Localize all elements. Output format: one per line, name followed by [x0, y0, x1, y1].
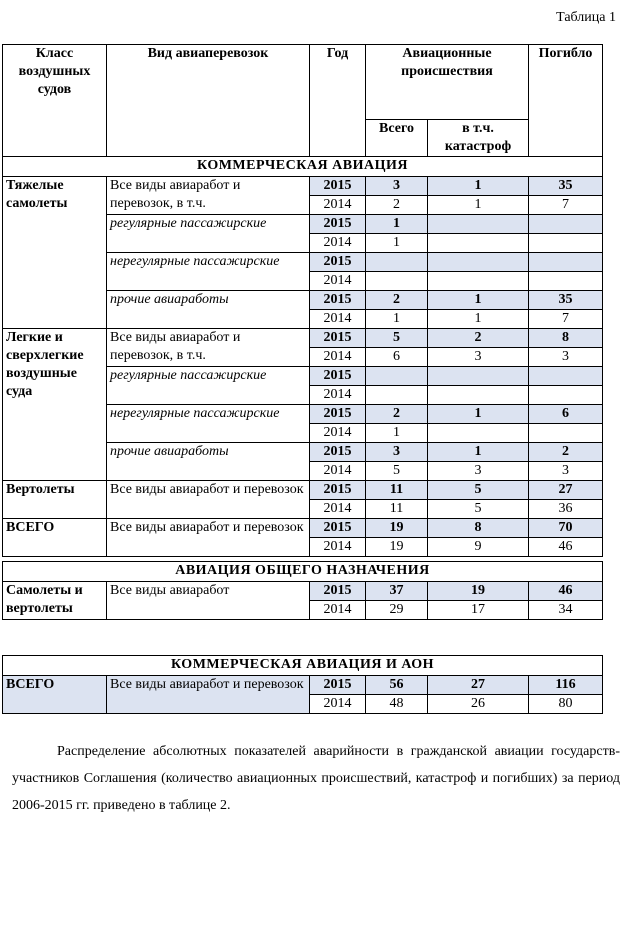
- year-cell: 2015: [310, 676, 366, 695]
- section-title-commercial: КОММЕРЧЕСКАЯ АВИАЦИЯ: [3, 157, 603, 177]
- deaths-cell: 80: [529, 695, 603, 714]
- catastrophes-cell: 1: [428, 310, 529, 329]
- year-cell: 2014: [310, 310, 366, 329]
- catastrophes-cell: [428, 367, 529, 386]
- deaths-cell: 6: [529, 405, 603, 424]
- deaths-cell: [529, 367, 603, 386]
- catastrophes-cell: 8: [428, 519, 529, 538]
- operation-kind-cell: Все виды авиаработ и перевозок: [107, 676, 310, 714]
- deaths-cell: 35: [529, 291, 603, 310]
- year-cell: 2015: [310, 177, 366, 196]
- header-kind: Вид авиаперевозок: [107, 45, 310, 157]
- header-total: Всего: [366, 120, 428, 157]
- total-cell: 37: [366, 582, 428, 601]
- operation-kind-cell: Все виды авиаработ и перевозок, в т.ч.: [107, 329, 310, 367]
- table-row: [3, 481, 603, 500]
- deaths-cell: [529, 234, 603, 253]
- total-cell: 56: [366, 676, 428, 695]
- total-cell: 2: [366, 291, 428, 310]
- total-cell: [366, 272, 428, 291]
- catastrophes-cell: 1: [428, 177, 529, 196]
- catastrophes-cell: 1: [428, 291, 529, 310]
- deaths-cell: 35: [529, 177, 603, 196]
- total-cell: 19: [366, 519, 428, 538]
- catastrophes-cell: 19: [428, 582, 529, 601]
- table-row: [3, 676, 603, 695]
- total-cell: 48: [366, 695, 428, 714]
- year-cell: 2014: [310, 272, 366, 291]
- operation-kind-cell: Все виды авиаработ и перевозок: [107, 519, 310, 557]
- total-cell: 3: [366, 177, 428, 196]
- header-incidents: Авиационные происшествия: [366, 45, 529, 120]
- operation-kind-cell: нерегулярные пассажирские: [107, 253, 310, 291]
- total-cell: 6: [366, 348, 428, 367]
- year-cell: 2014: [310, 348, 366, 367]
- total-cell: [366, 386, 428, 405]
- total-cell: 29: [366, 601, 428, 620]
- deaths-cell: 7: [529, 196, 603, 215]
- deaths-cell: 7: [529, 310, 603, 329]
- aircraft-class-cell: Самолеты и вертолеты: [3, 582, 107, 620]
- catastrophes-cell: 9: [428, 538, 529, 557]
- aircraft-class-cell: Тяжелые самолеты: [3, 177, 107, 329]
- header-class: Класс воздушных судов: [3, 45, 107, 157]
- catastrophes-cell: 1: [428, 443, 529, 462]
- section-row: [3, 157, 603, 177]
- catastrophes-cell: 1: [428, 405, 529, 424]
- catastrophes-cell: 17: [428, 601, 529, 620]
- year-cell: 2015: [310, 329, 366, 348]
- total-cell: 2: [366, 196, 428, 215]
- aircraft-class-cell: Вертолеты: [3, 481, 107, 519]
- deaths-cell: 116: [529, 676, 603, 695]
- year-cell: 2015: [310, 291, 366, 310]
- year-cell: 2014: [310, 695, 366, 714]
- year-cell: 2014: [310, 500, 366, 519]
- catastrophes-cell: [428, 386, 529, 405]
- total-cell: [366, 367, 428, 386]
- total-cell: 1: [366, 234, 428, 253]
- year-cell: 2015: [310, 443, 366, 462]
- operation-kind-cell: нерегулярные пассажирские: [107, 405, 310, 443]
- deaths-cell: 46: [529, 582, 603, 601]
- operation-kind-cell: регулярные пассажирские: [107, 367, 310, 405]
- deaths-cell: 3: [529, 462, 603, 481]
- total-cell: 1: [366, 424, 428, 443]
- section-title-general-aviation: АВИАЦИЯ ОБЩЕГО НАЗНАЧЕНИЯ: [3, 562, 603, 582]
- catastrophes-cell: 5: [428, 500, 529, 519]
- section-title-combined: КОММЕРЧЕСКАЯ АВИАЦИЯ И АОН: [3, 656, 603, 676]
- total-cell: 19: [366, 538, 428, 557]
- year-cell: 2014: [310, 386, 366, 405]
- catastrophes-cell: [428, 215, 529, 234]
- section-row: [3, 562, 603, 582]
- deaths-cell: 8: [529, 329, 603, 348]
- total-cell: [366, 253, 428, 272]
- year-cell: 2015: [310, 481, 366, 500]
- summary-paragraph: Распределение абсолютных показателей аварийности в гражданской авиации государств-участников Соглашения (количество авиационных происшествий, катастроф и погибших) за период 2006-2015 гг. приведено в таблице 2.: [12, 744, 620, 813]
- catastrophes-cell: 5: [428, 481, 529, 500]
- section-row: [3, 656, 603, 676]
- deaths-cell: 36: [529, 500, 603, 519]
- deaths-cell: 46: [529, 538, 603, 557]
- accident-table-general-aviation: [2, 561, 603, 620]
- deaths-cell: 34: [529, 601, 603, 620]
- year-cell: 2015: [310, 519, 366, 538]
- total-cell: 1: [366, 310, 428, 329]
- deaths-cell: 2: [529, 443, 603, 462]
- total-cell: 5: [366, 462, 428, 481]
- year-cell: 2014: [310, 601, 366, 620]
- catastrophes-cell: [428, 272, 529, 291]
- total-cell: 5: [366, 329, 428, 348]
- catastrophes-cell: 3: [428, 348, 529, 367]
- aircraft-class-cell: ВСЕГО: [3, 519, 107, 557]
- aircraft-class-cell: Легкие и сверхлегкие воздушные суда: [3, 329, 107, 481]
- operation-kind-cell: регулярные пассажирские: [107, 215, 310, 253]
- deaths-cell: 3: [529, 348, 603, 367]
- deaths-cell: [529, 253, 603, 272]
- deaths-cell: [529, 215, 603, 234]
- year-cell: 2014: [310, 234, 366, 253]
- total-cell: 1: [366, 215, 428, 234]
- table-caption: Таблица 1: [556, 10, 616, 25]
- year-cell: 2014: [310, 196, 366, 215]
- year-cell: 2015: [310, 582, 366, 601]
- operation-kind-cell: прочие авиаработы: [107, 443, 310, 481]
- year-cell: 2014: [310, 538, 366, 557]
- deaths-cell: 27: [529, 481, 603, 500]
- year-cell: 2015: [310, 405, 366, 424]
- aircraft-class-cell: ВСЕГО: [3, 676, 107, 714]
- total-cell: 11: [366, 481, 428, 500]
- table-row: [3, 177, 603, 196]
- catastrophes-cell: 1: [428, 196, 529, 215]
- catastrophes-cell: [428, 234, 529, 253]
- deaths-cell: 70: [529, 519, 603, 538]
- table-row: [3, 582, 603, 601]
- deaths-cell: [529, 386, 603, 405]
- catastrophes-cell: [428, 253, 529, 272]
- deaths-cell: [529, 424, 603, 443]
- operation-kind-cell: Все виды авиаработ и перевозок, в т.ч.: [107, 177, 310, 215]
- year-cell: 2014: [310, 424, 366, 443]
- year-cell: 2014: [310, 462, 366, 481]
- total-cell: 11: [366, 500, 428, 519]
- deaths-cell: [529, 272, 603, 291]
- year-cell: 2015: [310, 367, 366, 386]
- header-year: Год: [310, 45, 366, 157]
- year-cell: 2015: [310, 253, 366, 272]
- catastrophes-cell: 3: [428, 462, 529, 481]
- total-cell: 3: [366, 443, 428, 462]
- total-cell: 2: [366, 405, 428, 424]
- accident-table-combined: [2, 655, 603, 714]
- operation-kind-cell: прочие авиаработы: [107, 291, 310, 329]
- catastrophes-cell: 26: [428, 695, 529, 714]
- accident-table-commercial: [2, 44, 603, 557]
- header-catastrophes: в т.ч. катастроф: [428, 120, 529, 157]
- table-row: [3, 329, 603, 348]
- table-row: [3, 519, 603, 538]
- header-deaths: Погибло: [529, 45, 603, 157]
- operation-kind-cell: Все виды авиаработ: [107, 582, 310, 620]
- catastrophes-cell: 2: [428, 329, 529, 348]
- catastrophes-cell: [428, 424, 529, 443]
- operation-kind-cell: Все виды авиаработ и перевозок: [107, 481, 310, 519]
- year-cell: 2015: [310, 215, 366, 234]
- catastrophes-cell: 27: [428, 676, 529, 695]
